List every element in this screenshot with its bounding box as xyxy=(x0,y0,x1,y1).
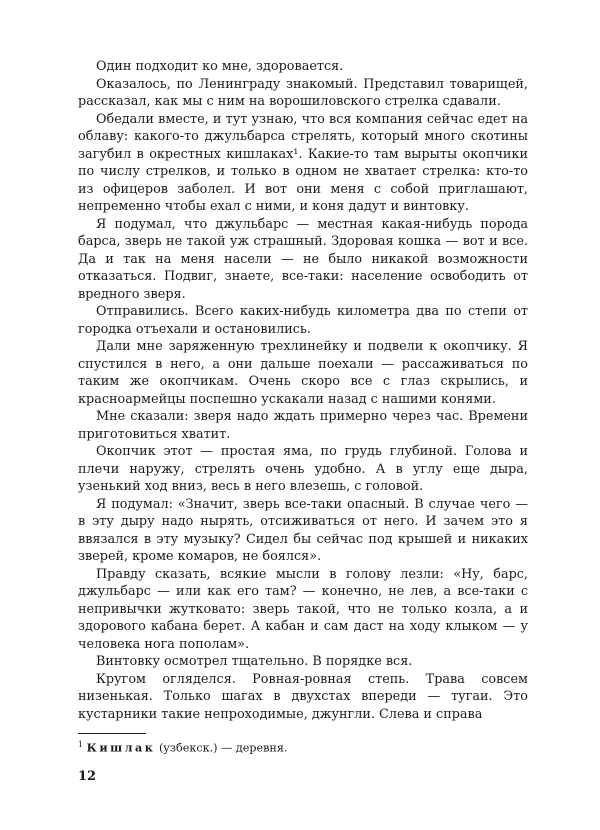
paragraph-4: Я подумал, что джульбарс — местная какая-нибудь порода барса, зверь не такой уж страшный. Здоровая кошка — вот и все. Да и так на меня насели — не было никакой возможности отказаться. Подвиг, знаете, все-таки: население освободить от вредного зверя. xyxy=(78,216,528,302)
paragraph-8: Окопчик этот — простая яма, по грудь глубиной. Голова и плечи наружу, стрелять очень удобно. А в углу еще дыра, узенький ход вниз, весь в него влезешь, с головой. xyxy=(78,444,528,494)
footnote-divider xyxy=(78,733,146,734)
paragraph-11: Винтовку осмотрел тщательно. В порядке вся. xyxy=(96,654,413,669)
paragraph-2: Оказалось, по Ленинграду знакомый. Представил товарищей, рассказал, как мы с ним на ворошиловского стрелка сдавали. xyxy=(78,76,528,109)
page-number: 12 xyxy=(78,769,97,784)
body-text xyxy=(78,58,528,723)
paragraph-9: Я подумал: «Значит, зверь все-таки опасный. В случае чего — в эту дыру надо нырять, отсиживаться от него. И зачем это я ввязался в эту музыку? Сидел бы сейчас под крышей и никаких зверей, кроме комаров, не боялся». xyxy=(78,496,528,564)
paragraph-7: Мне сказали: зверя надо ждать примерно через час. Времени приготовиться хватит. xyxy=(78,409,528,442)
footnote-mark: 1 xyxy=(78,740,84,749)
paragraph-5: Отправились. Всего каких-нибудь километра два по степи от городка отъехали и остановились. xyxy=(78,304,528,337)
paragraph-12: Кругом огляделся. Ровная-ровная степь. Трава совсем низенькая. Только шагах в двухстах впереди — тугаи. Это кустарники такие непроходимые, джунгли. Слева и справа xyxy=(78,671,528,722)
footnote-text: (узбекск.) — деревня. xyxy=(158,741,288,755)
paragraph-6: Дали мне заряженную трехлинейку и подвели к окопчику. Я спустился в него, а они дальше поехали — рассаживаться по таким же окопчикам. Очень скоро все с глаз скрылись, и красноармейцы поспешно ускакали назад с нашими конями. xyxy=(78,339,528,407)
paragraph-1: Один подходит ко мне, здоровается. xyxy=(96,59,344,74)
paragraph-3: Обедали вместе, и тут узнаю, что вся компания сейчас едет на облаву: какого-то джульбарса стрелять, который много скотины загубил в окрестных кишлаках¹. Какие-то там вырыты окопчики по числу стрелков, и только в одном не хватает стрелка: кто-то из офицеров заболел. И вот они меня с собой приглашают, непременно чтобы ехал с ними, и коня дадут и винтовку. xyxy=(78,111,528,214)
footnote-term: Кишлак xyxy=(86,740,156,755)
footnote xyxy=(78,738,528,756)
paragraph-10: Правду сказать, всякие мысли в голову лезли: «Ну, барс, джульбарс — или как его там? — конечно, не лев, а все-таки с непривычки жутковато: зверь такой, что не только козла, а и здорового кабана берет. А кабан и сам даст на ходу клыком — у человека нога пополам». xyxy=(78,566,528,652)
